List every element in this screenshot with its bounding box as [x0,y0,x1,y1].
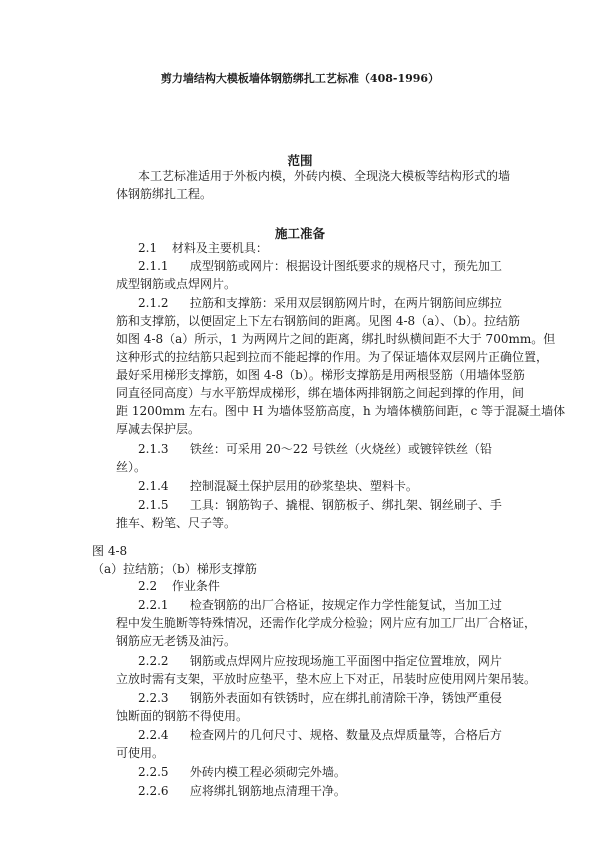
clause-text: 应将绑扎钢筋地点清理干净。 [189,784,346,798]
clause-text: 外砖内模工程必须砌完外墙。 [189,765,346,779]
clause-number: 2.2.3 [138,691,169,705]
clause-number: 2.1.5 [138,498,169,512]
clause-text: 钢筋或点焊网片应按现场施工平面图中指定位置堆放，网片 [189,654,502,668]
clause-2-2-1 [138,597,502,613]
clause-2-1-2 [138,295,502,311]
clause-number: 2.2.5 [138,765,169,779]
clause-2-1-3-cont: 丝）。 [116,460,147,474]
clause-2-2-2-cont: 立放时需有支架，平放时应垫平，垫木应上下对正，吊装时应使用网片架吊装。 [116,672,537,686]
clause-2-1 [138,240,268,256]
clause-2-2-1-line-3: 钢筋应无老锈及油污。 [116,634,237,648]
clause-text: 材料及主要机具： [171,241,268,255]
clause-2-1-2-line-7: 距 1200mm 左右。图中 H 为墙体竖筋高度，h 为墙体横筋间距，c 等于混凝土墙体 [116,404,566,418]
clause-2-2 [138,578,220,594]
clause-number: 2.1 [138,241,158,255]
scope-line-1: 本工艺标准适用于外板内模，外砖内模、全现浇大模板等结构形式的墙 [138,169,511,183]
section-heading-scope: 范围 [287,153,313,168]
clause-2-1-3 [138,441,492,457]
clause-2-1-1 [138,258,502,274]
document-title: 剪力墙结构大模板墙体钢筋绑扎工艺标准（408-1996） [160,72,440,85]
clause-2-1-2-line-8: 厚减去保护层。 [116,422,201,436]
clause-text: 工具：钢筋钩子、撬棍、钢筋板子、绑扎架、钢丝刷子、手 [189,498,502,512]
clause-text: 控制混凝土保护层用的砂浆垫块、塑料卡。 [189,479,418,493]
clause-2-2-1-line-2: 程中发生脆断等特殊情况，还需作化学成分检验；网片应有加工厂出厂合格证， [116,616,537,630]
clause-text: 检查钢筋的出厂合格证，按规定作力学性能复试，当加工过 [189,598,502,612]
clause-2-2-6 [138,783,346,799]
clause-number: 2.2.4 [138,728,169,742]
scope-line-2: 体钢筋绑扎工程。 [116,187,213,201]
clause-2-1-2-line-6: 同直径同高度）与水平筋焊成梯形，绑在墙体两排钢筋之间起到撑的作用，间 [116,386,525,400]
clause-text: 成型钢筋或网片：根据设计图纸要求的规格尺寸，预先加工 [189,259,502,273]
clause-2-1-5-cont: 推车、粉笔、尺子等。 [116,516,237,530]
clause-2-2-4-cont: 可使用。 [116,746,165,760]
clause-text: 铁丝：可采用 20～22 号铁丝（火烧丝）或镀锌铁丝（铅 [189,442,492,456]
clause-number: 2.1.2 [138,296,169,310]
clause-2-2-4 [138,727,502,743]
clause-number: 2.1.1 [138,259,169,273]
clause-text: 拉筋和支撑筋：采用双层钢筋网片时，在两片钢筋间应绑拉 [189,296,502,310]
figure-caption: （a）拉结筋；（b）梯形支撑筋 [92,562,257,576]
clause-text: 检查网片的几何尺寸、规格、数量及点焊质量等，合格后方 [189,728,502,742]
clause-number: 2.1.3 [138,442,169,456]
clause-number: 2.2 [138,579,158,593]
clause-number: 2.2.2 [138,654,169,668]
clause-2-1-5 [138,497,502,513]
clause-2-1-2-line-2: 筋和支撑筋，以便固定上下左右钢筋间的距离。见图 4-8（a）、（b）。拉结筋 [116,314,520,328]
clause-2-2-3 [138,690,502,706]
clause-number: 2.2.1 [138,598,169,612]
section-heading-prep: 施工准备 [274,226,325,241]
clause-2-1-2-line-4: 这种形式的拉结筋只起到拉而不能起撑的作用。为了保证墙体双层网片正确位置， [116,350,549,364]
clause-number: 2.2.6 [138,784,169,798]
clause-2-1-2-line-5: 最好采用梯形支撑筋，如图 4-8（b）。梯形支撑筋是用两根竖筋（用墙体竖筋 [116,368,525,382]
clause-number: 2.1.4 [138,479,169,493]
clause-2-2-3-cont: 蚀断面的钢筋不得使用。 [116,709,249,723]
clause-2-1-1-cont: 成型钢筋或点焊网片。 [116,277,237,291]
clause-2-1-4 [138,478,418,494]
clause-2-1-2-line-3: 如图 4-8（a）所示，1 为两网片之间的距离，绑扎时纵横间距不大于 700mm。但 [116,332,556,346]
clause-2-2-2 [138,653,502,669]
clause-2-2-5 [138,764,346,780]
figure-label: 图 4-8 [92,544,128,558]
clause-text: 钢筋外表面如有铁锈时，应在绑扎前清除干净，锈蚀严重侵 [189,691,502,705]
clause-text: 作业条件 [171,579,220,593]
